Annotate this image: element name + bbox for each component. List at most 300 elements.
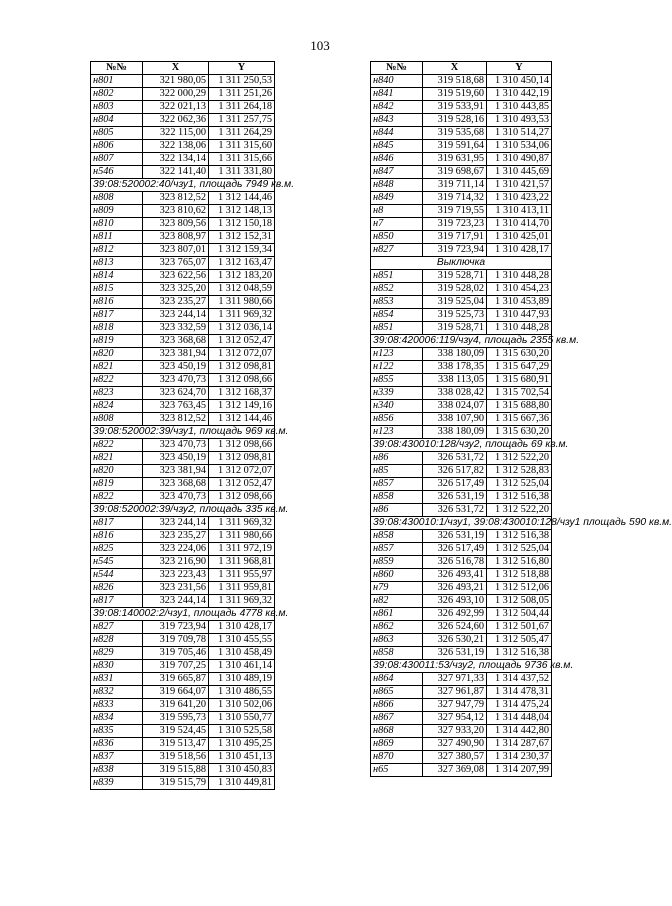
- point-id-cell: н829: [91, 647, 143, 660]
- x-coordinate-cell: 319 515,88: [143, 764, 209, 777]
- point-id-cell: н865: [371, 686, 423, 699]
- table-row: [91, 348, 275, 361]
- point-id-cell: н855: [371, 374, 423, 387]
- point-id-cell: н851: [371, 270, 423, 283]
- column-header-x: X: [143, 62, 209, 75]
- table-row: [371, 153, 552, 166]
- x-coordinate-cell: 323 470,73: [143, 491, 209, 504]
- x-coordinate-cell: 326 531,72: [423, 504, 487, 517]
- point-id-cell: н818: [91, 322, 143, 335]
- y-coordinate-cell: 1 311 969,32: [209, 517, 275, 530]
- point-id-cell: н86: [371, 452, 423, 465]
- table-row: [91, 218, 275, 231]
- table-row: [371, 400, 552, 413]
- table-row: [371, 166, 552, 179]
- y-coordinate-cell: 1 314 207,99: [487, 764, 552, 777]
- y-coordinate-cell: 1 312 098,66: [209, 491, 275, 504]
- point-id-cell: н864: [371, 673, 423, 686]
- y-coordinate-cell: 1 310 414,70: [487, 218, 552, 231]
- x-coordinate-cell: 326 531,72: [423, 452, 487, 465]
- point-id-cell: н826: [91, 582, 143, 595]
- table-row: [371, 322, 552, 335]
- y-coordinate-cell: 1 311 972,19: [209, 543, 275, 556]
- section-row: [91, 179, 275, 192]
- y-coordinate-cell: 1 312 152,31: [209, 231, 275, 244]
- y-coordinate-cell: 1 311 969,32: [209, 309, 275, 322]
- y-coordinate-cell: 1 310 495,25: [209, 738, 275, 751]
- x-coordinate-cell: 319 519,60: [423, 88, 487, 101]
- table-row: [91, 166, 275, 179]
- table-row: [371, 361, 552, 374]
- table-row: [371, 283, 552, 296]
- table-row: [371, 621, 552, 634]
- x-coordinate-cell: 319 711,14: [423, 179, 487, 192]
- y-coordinate-cell: 1 310 413,11: [487, 205, 552, 218]
- y-coordinate-cell: 1 311 315,66: [209, 153, 275, 166]
- x-coordinate-cell: 319 518,68: [423, 75, 487, 88]
- y-coordinate-cell: 1 312 168,37: [209, 387, 275, 400]
- y-coordinate-cell: 1 311 980,66: [209, 530, 275, 543]
- point-id-cell: н816: [91, 296, 143, 309]
- point-id-cell: н546: [91, 166, 143, 179]
- y-coordinate-cell: 1 312 528,83: [487, 465, 552, 478]
- point-id-cell: н836: [91, 738, 143, 751]
- y-coordinate-cell: 1 312 163,47: [209, 257, 275, 270]
- x-coordinate-cell: 319 528,71: [423, 322, 487, 335]
- point-id-cell: н850: [371, 231, 423, 244]
- y-coordinate-cell: 1 312 525,04: [487, 543, 552, 556]
- y-coordinate-cell: 1 310 425,01: [487, 231, 552, 244]
- x-coordinate-cell: 323 368,68: [143, 478, 209, 491]
- table-row: [371, 140, 552, 153]
- x-coordinate-cell: 319 524,45: [143, 725, 209, 738]
- x-coordinate-cell: 327 961,87: [423, 686, 487, 699]
- table-row: [371, 543, 552, 556]
- x-coordinate-cell: 326 492,99: [423, 608, 487, 621]
- point-id-cell: н856: [371, 413, 423, 426]
- point-id-cell: н841: [371, 88, 423, 101]
- y-coordinate-cell: 1 312 159,34: [209, 244, 275, 257]
- point-id-cell: н802: [91, 88, 143, 101]
- y-coordinate-cell: 1 310 445,69: [487, 166, 552, 179]
- point-id-cell: н866: [371, 699, 423, 712]
- point-id-cell: н808: [91, 413, 143, 426]
- x-coordinate-cell: 319 719,55: [423, 205, 487, 218]
- point-id-cell: н811: [91, 231, 143, 244]
- x-coordinate-cell: 322 000,29: [143, 88, 209, 101]
- table-row: [91, 517, 275, 530]
- table-row: [91, 465, 275, 478]
- table-row: [91, 335, 275, 348]
- point-id-cell: н852: [371, 283, 423, 296]
- y-coordinate-cell: 1 310 450,14: [487, 75, 552, 88]
- y-coordinate-cell: 1 314 478,31: [487, 686, 552, 699]
- point-id-cell: н859: [371, 556, 423, 569]
- y-coordinate-cell: 1 311 315,60: [209, 140, 275, 153]
- x-coordinate-cell: 319 723,94: [143, 621, 209, 634]
- x-coordinate-cell: 323 450,19: [143, 452, 209, 465]
- section-title: 39:08:520002:40/чзу1, площадь 7949 кв.м.: [91, 179, 275, 192]
- y-coordinate-cell: 1 312 516,38: [487, 530, 552, 543]
- y-coordinate-cell: 1 310 450,83: [209, 764, 275, 777]
- y-coordinate-cell: 1 312 148,13: [209, 205, 275, 218]
- table-row: [371, 75, 552, 88]
- x-coordinate-cell: 327 490,90: [423, 738, 487, 751]
- point-id-cell: н854: [371, 309, 423, 322]
- x-coordinate-cell: 319 513,47: [143, 738, 209, 751]
- section-row: [371, 439, 552, 452]
- x-coordinate-cell: 323 368,68: [143, 335, 209, 348]
- y-coordinate-cell: 1 310 443,85: [487, 101, 552, 114]
- table-row: [91, 322, 275, 335]
- y-coordinate-cell: 1 310 502,06: [209, 699, 275, 712]
- table-row: [91, 387, 275, 400]
- coordinates-table-left: [90, 61, 295, 790]
- section-title: 39:08:430010:128/чзу2, площадь 69 кв.м.: [371, 439, 552, 452]
- point-id-cell: н839: [91, 777, 143, 790]
- y-coordinate-cell: 1 312 036,14: [209, 322, 275, 335]
- point-id-cell: н803: [91, 101, 143, 114]
- point-id-cell: н544: [91, 569, 143, 582]
- x-coordinate-cell: 323 809,56: [143, 218, 209, 231]
- table-row: [91, 413, 275, 426]
- table-row: [371, 296, 552, 309]
- y-coordinate-cell: 1 310 458,49: [209, 647, 275, 660]
- table-row: [91, 283, 275, 296]
- point-id-cell: н870: [371, 751, 423, 764]
- point-id-cell: н838: [91, 764, 143, 777]
- point-id-cell: н830: [91, 660, 143, 673]
- point-id-cell: н862: [371, 621, 423, 634]
- table-row: [371, 88, 552, 101]
- x-coordinate-cell: 319 528,02: [423, 283, 487, 296]
- y-coordinate-cell: 1 312 098,66: [209, 439, 275, 452]
- table-row: [371, 686, 552, 699]
- point-id-cell: н835: [91, 725, 143, 738]
- y-coordinate-cell: 1 312 508,05: [487, 595, 552, 608]
- x-coordinate-cell: 323 763,45: [143, 400, 209, 413]
- y-coordinate-cell: 1 312 098,81: [209, 361, 275, 374]
- table-row: [91, 374, 275, 387]
- x-coordinate-cell: 323 470,73: [143, 374, 209, 387]
- point-id-cell: н849: [371, 192, 423, 205]
- point-id-cell: н867: [371, 712, 423, 725]
- point-id-cell: н809: [91, 205, 143, 218]
- point-id-cell: н821: [91, 452, 143, 465]
- section-row: [91, 608, 275, 621]
- point-id-cell: н85: [371, 465, 423, 478]
- section-row: [371, 335, 552, 348]
- x-coordinate-cell: 319 515,79: [143, 777, 209, 790]
- y-coordinate-cell: 1 312 144,46: [209, 413, 275, 426]
- x-coordinate-cell: 319 698,67: [423, 166, 487, 179]
- table-row: [371, 595, 552, 608]
- x-coordinate-cell: 319 723,23: [423, 218, 487, 231]
- point-id-cell: н822: [91, 374, 143, 387]
- table-row: [371, 218, 552, 231]
- x-coordinate-cell: 319 664,07: [143, 686, 209, 699]
- table-row: [91, 660, 275, 673]
- table-row: [91, 244, 275, 257]
- table-row: [371, 309, 552, 322]
- point-id-cell: н820: [91, 465, 143, 478]
- x-coordinate-cell: 322 134,14: [143, 153, 209, 166]
- table-row: [371, 413, 552, 426]
- point-id-cell: н860: [371, 569, 423, 582]
- column-header-number: №№: [91, 62, 143, 75]
- section-title: Выключка: [371, 257, 552, 270]
- y-coordinate-cell: 1 311 257,75: [209, 114, 275, 127]
- section-row: [371, 517, 552, 530]
- point-id-cell: н821: [91, 361, 143, 374]
- table-row: [371, 179, 552, 192]
- x-coordinate-cell: 319 591,64: [423, 140, 487, 153]
- y-coordinate-cell: 1 315 647,29: [487, 361, 552, 374]
- point-id-cell: н869: [371, 738, 423, 751]
- section-title: 39:08:430011:53/чзу2, площадь 9736 кв.м.: [371, 660, 552, 673]
- x-coordinate-cell: 327 933,20: [423, 725, 487, 738]
- point-id-cell: н814: [91, 270, 143, 283]
- table-row: [91, 140, 275, 153]
- x-coordinate-cell: 319 528,16: [423, 114, 487, 127]
- x-coordinate-cell: 323 223,43: [143, 569, 209, 582]
- point-id-cell: н834: [91, 712, 143, 725]
- y-coordinate-cell: 1 312 150,18: [209, 218, 275, 231]
- x-coordinate-cell: 327 971,33: [423, 673, 487, 686]
- point-id-cell: н79: [371, 582, 423, 595]
- x-coordinate-cell: 323 810,62: [143, 205, 209, 218]
- y-coordinate-cell: 1 312 052,47: [209, 335, 275, 348]
- x-coordinate-cell: 322 141,40: [143, 166, 209, 179]
- x-coordinate-cell: 323 765,07: [143, 257, 209, 270]
- y-coordinate-cell: 1 312 072,07: [209, 465, 275, 478]
- point-id-cell: н832: [91, 686, 143, 699]
- point-id-cell: н853: [371, 296, 423, 309]
- table-row: [91, 88, 275, 101]
- y-coordinate-cell: 1 312 504,44: [487, 608, 552, 621]
- y-coordinate-cell: 1 312 522,20: [487, 452, 552, 465]
- point-id-cell: н827: [91, 621, 143, 634]
- y-coordinate-cell: 1 315 680,91: [487, 374, 552, 387]
- section-row: [91, 504, 275, 517]
- table-row: [91, 621, 275, 634]
- x-coordinate-cell: 323 235,27: [143, 296, 209, 309]
- y-coordinate-cell: 1 310 489,19: [209, 673, 275, 686]
- point-id-cell: н848: [371, 179, 423, 192]
- table-row: [91, 725, 275, 738]
- x-coordinate-cell: 323 812,52: [143, 192, 209, 205]
- x-coordinate-cell: 323 622,56: [143, 270, 209, 283]
- y-coordinate-cell: 1 314 475,24: [487, 699, 552, 712]
- column-header-number: №№: [371, 62, 423, 75]
- y-coordinate-cell: 1 310 423,22: [487, 192, 552, 205]
- point-id-cell: н837: [91, 751, 143, 764]
- table-row: [371, 569, 552, 582]
- y-coordinate-cell: 1 310 455,55: [209, 634, 275, 647]
- y-coordinate-cell: 1 310 448,28: [487, 270, 552, 283]
- y-coordinate-cell: 1 312 052,47: [209, 478, 275, 491]
- table-row: [371, 205, 552, 218]
- x-coordinate-cell: 327 947,79: [423, 699, 487, 712]
- page-number: 103: [310, 38, 330, 53]
- x-coordinate-cell: 319 595,73: [143, 712, 209, 725]
- x-coordinate-cell: 326 493,10: [423, 595, 487, 608]
- table-row: [371, 374, 552, 387]
- table-body-left: [91, 75, 295, 790]
- point-id-cell: н827: [371, 244, 423, 257]
- table-row: [371, 426, 552, 439]
- x-coordinate-cell: 319 705,46: [143, 647, 209, 660]
- x-coordinate-cell: 319 528,71: [423, 270, 487, 283]
- x-coordinate-cell: 319 707,25: [143, 660, 209, 673]
- x-coordinate-cell: 323 244,14: [143, 309, 209, 322]
- point-id-cell: н82: [371, 595, 423, 608]
- y-coordinate-cell: 1 314 448,04: [487, 712, 552, 725]
- table-row: [371, 738, 552, 751]
- y-coordinate-cell: 1 310 550,77: [209, 712, 275, 725]
- point-id-cell: н843: [371, 114, 423, 127]
- x-coordinate-cell: 323 381,94: [143, 465, 209, 478]
- point-id-cell: н842: [371, 101, 423, 114]
- table-body-right: [371, 75, 672, 777]
- y-coordinate-cell: 1 314 287,67: [487, 738, 552, 751]
- table-row: [91, 127, 275, 140]
- point-id-cell: н545: [91, 556, 143, 569]
- y-coordinate-cell: 1 312 512,06: [487, 582, 552, 595]
- y-coordinate-cell: 1 312 183,20: [209, 270, 275, 283]
- point-id-cell: н858: [371, 647, 423, 660]
- point-id-cell: н340: [371, 400, 423, 413]
- table-row: [91, 686, 275, 699]
- point-id-cell: н817: [91, 595, 143, 608]
- table-row: [371, 699, 552, 712]
- y-coordinate-cell: 1 314 442,80: [487, 725, 552, 738]
- point-id-cell: н824: [91, 400, 143, 413]
- x-coordinate-cell: 319 518,56: [143, 751, 209, 764]
- table-row: [371, 582, 552, 595]
- point-id-cell: н825: [91, 543, 143, 556]
- x-coordinate-cell: 323 450,19: [143, 361, 209, 374]
- point-id-cell: н846: [371, 153, 423, 166]
- point-id-cell: н123: [371, 348, 423, 361]
- table-row: [371, 465, 552, 478]
- y-coordinate-cell: 1 314 230,37: [487, 751, 552, 764]
- table-row: [91, 101, 275, 114]
- x-coordinate-cell: 323 224,06: [143, 543, 209, 556]
- table-row: [91, 530, 275, 543]
- table-row: [371, 452, 552, 465]
- x-coordinate-cell: 326 493,21: [423, 582, 487, 595]
- table-row: [91, 478, 275, 491]
- table-row: [91, 582, 275, 595]
- section-row: [371, 660, 552, 673]
- x-coordinate-cell: 319 665,87: [143, 673, 209, 686]
- x-coordinate-cell: 326 516,78: [423, 556, 487, 569]
- table-row: [371, 634, 552, 647]
- section-row: [371, 257, 552, 270]
- y-coordinate-cell: 1 311 955,97: [209, 569, 275, 582]
- x-coordinate-cell: 326 517,82: [423, 465, 487, 478]
- point-id-cell: н86: [371, 504, 423, 517]
- x-coordinate-cell: 323 381,94: [143, 348, 209, 361]
- y-coordinate-cell: 1 310 442,19: [487, 88, 552, 101]
- table-row: [371, 530, 552, 543]
- y-coordinate-cell: 1 311 264,18: [209, 101, 275, 114]
- y-coordinate-cell: 1 310 421,57: [487, 179, 552, 192]
- point-id-cell: н8: [371, 205, 423, 218]
- y-coordinate-cell: 1 314 437,52: [487, 673, 552, 686]
- x-coordinate-cell: 319 525,04: [423, 296, 487, 309]
- y-coordinate-cell: 1 310 449,81: [209, 777, 275, 790]
- y-coordinate-cell: 1 310 448,28: [487, 322, 552, 335]
- x-coordinate-cell: 321 980,05: [143, 75, 209, 88]
- point-id-cell: н817: [91, 517, 143, 530]
- x-coordinate-cell: 326 531,19: [423, 647, 487, 660]
- table-row: [91, 634, 275, 647]
- table-row: [371, 387, 552, 400]
- x-coordinate-cell: 319 525,73: [423, 309, 487, 322]
- x-coordinate-cell: 323 231,56: [143, 582, 209, 595]
- table-row: [371, 348, 552, 361]
- point-id-cell: н820: [91, 348, 143, 361]
- y-coordinate-cell: 1 312 522,20: [487, 504, 552, 517]
- table-row: [91, 764, 275, 777]
- y-coordinate-cell: 1 315 630,20: [487, 426, 552, 439]
- section-title: 39:08:520002:39/чзу2, площадь 335 кв.м.: [91, 504, 275, 517]
- y-coordinate-cell: 1 312 516,38: [487, 491, 552, 504]
- table-row: [371, 478, 552, 491]
- table-row: [91, 309, 275, 322]
- table-row: [91, 400, 275, 413]
- table-row: [91, 491, 275, 504]
- x-coordinate-cell: 322 062,36: [143, 114, 209, 127]
- table-row: [371, 725, 552, 738]
- y-coordinate-cell: 1 312 098,81: [209, 452, 275, 465]
- point-id-cell: н339: [371, 387, 423, 400]
- y-coordinate-cell: 1 311 251,26: [209, 88, 275, 101]
- point-id-cell: н817: [91, 309, 143, 322]
- y-coordinate-cell: 1 311 250,53: [209, 75, 275, 88]
- point-id-cell: н822: [91, 491, 143, 504]
- x-coordinate-cell: 319 723,94: [423, 244, 487, 257]
- point-id-cell: н816: [91, 530, 143, 543]
- x-coordinate-cell: 319 533,91: [423, 101, 487, 114]
- y-coordinate-cell: 1 310 428,17: [487, 244, 552, 257]
- y-coordinate-cell: 1 312 144,46: [209, 192, 275, 205]
- y-coordinate-cell: 1 312 048,59: [209, 283, 275, 296]
- x-coordinate-cell: 323 470,73: [143, 439, 209, 452]
- y-coordinate-cell: 1 312 516,38: [487, 647, 552, 660]
- column-header-y: Y: [209, 62, 275, 75]
- y-coordinate-cell: 1 310 486,55: [209, 686, 275, 699]
- point-id-cell: н805: [91, 127, 143, 140]
- x-coordinate-cell: 338 024,07: [423, 400, 487, 413]
- y-coordinate-cell: 1 312 149,16: [209, 400, 275, 413]
- table-row: [91, 452, 275, 465]
- table-row: [91, 543, 275, 556]
- y-coordinate-cell: 1 311 264,29: [209, 127, 275, 140]
- y-coordinate-cell: 1 310 534,06: [487, 140, 552, 153]
- point-id-cell: н857: [371, 543, 423, 556]
- y-coordinate-cell: 1 315 688,80: [487, 400, 552, 413]
- y-coordinate-cell: 1 310 490,87: [487, 153, 552, 166]
- x-coordinate-cell: 327 954,12: [423, 712, 487, 725]
- table-row: [371, 608, 552, 621]
- table-row: [371, 192, 552, 205]
- y-coordinate-cell: 1 312 516,80: [487, 556, 552, 569]
- table-row: [371, 101, 552, 114]
- x-coordinate-cell: 322 115,00: [143, 127, 209, 140]
